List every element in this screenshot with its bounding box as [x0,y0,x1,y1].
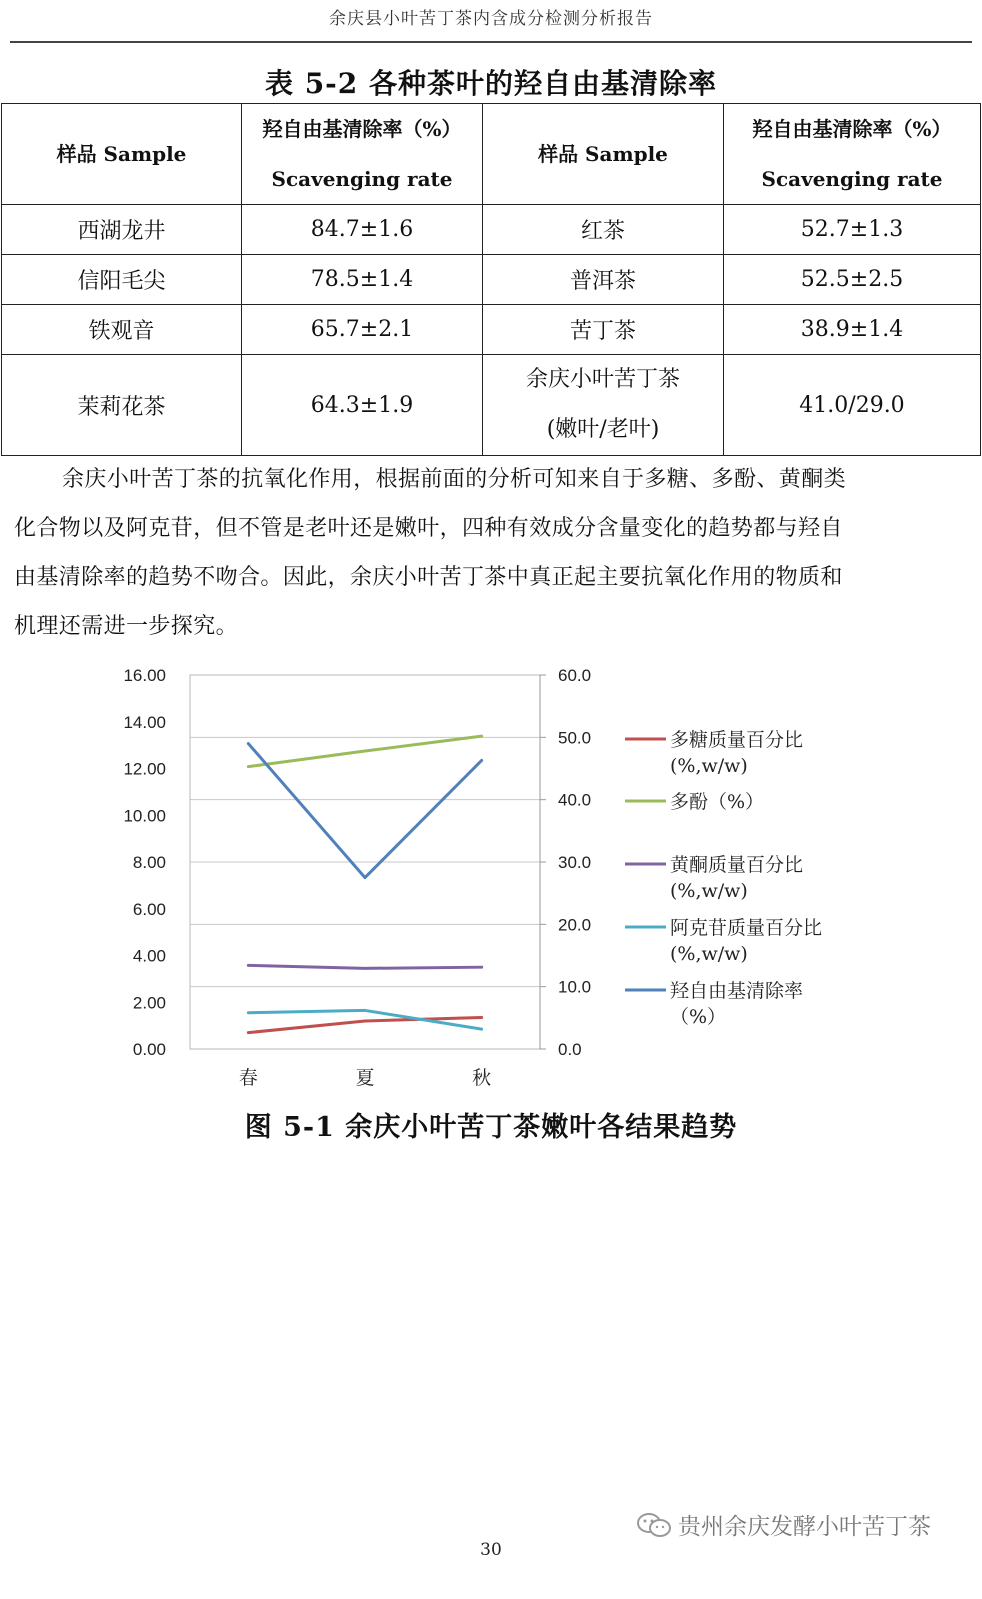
right-axis-tick-label: 40.0 [558,790,592,810]
rate-cell: 65.7±2.1 [242,305,483,355]
series-line [248,736,481,767]
right-axis-tick-label: 10.0 [558,977,592,997]
left-axis-tick-label: 4.00 [132,946,166,966]
left-axis-tick-label: 12.00 [123,759,166,779]
left-axis-tick-label: 8.00 [132,853,166,872]
header-rate-en-2: Scavenging rate [761,167,943,191]
legend-label: （%） [670,1006,727,1028]
sample-cell: 信阳毛尖 [2,255,242,305]
left-axis-tick-label: 10.00 [123,806,166,826]
trend-line-chart [100,662,880,1094]
header-rate-cn: 羟自由基清除率（%） [262,117,462,141]
legend-label: (%,w/w) [670,880,748,902]
paragraph-line: 余庆小叶苦丁茶的抗氧化作用，根据前面的分析可知来自于多糖、多酚、黄酮类 [62,467,847,492]
left-axis-tick-label: 2.00 [132,993,166,1013]
table-row [2,305,981,355]
series-line [248,744,481,878]
rate-cell: 84.7±1.6 [242,205,483,255]
right-axis-tick-label: 60.0 [558,666,592,685]
legend-label: 阿克苷质量百分比 [670,917,823,939]
rate-cell: 52.5±2.5 [724,255,981,305]
right-axis-tick-label: 20.0 [558,915,592,935]
body-paragraph [14,455,966,651]
header-rate-cn-2: 羟自由基清除率（%） [752,117,952,141]
legend-label: 黄酮质量百分比 [670,854,804,876]
scavenging-rate-table [1,103,981,456]
table-row [2,255,981,305]
page-header: 余庆县小叶苦丁茶内含成分检测分析报告 [329,9,653,29]
header-rate-en: Scavenging rate [271,167,453,191]
x-axis-category-label: 夏 [355,1067,375,1089]
right-axis-tick-label: 0.0 [558,1040,582,1059]
sample-cell [483,355,724,456]
legend-label: 羟自由基清除率 [670,980,804,1002]
left-axis-tick-label: 16.00 [123,666,166,685]
watermark-text: 贵州余庆发酵小叶苦丁茶 [678,1514,931,1540]
legend-label: (%,w/w) [670,755,748,777]
sample-note-line: (嫩叶/老叶) [546,417,660,442]
figure-caption: 图 5-1 余庆小叶苦丁茶嫩叶各结果趋势 [244,1112,738,1143]
rate-cell: 38.9±1.4 [724,305,981,355]
table-header-row [2,104,981,205]
rate-cell: 52.7±1.3 [724,205,981,255]
sample-cell: 茉莉花茶 [2,355,242,456]
paragraph-line: 由基清除率的趋势不吻合。因此，余庆小叶苦丁茶中真正起主要抗氧化作用的物质和 [14,565,843,590]
sample-cell: 普洱茶 [483,255,724,305]
right-axis-tick-label: 50.0 [558,728,592,748]
table-title: 表 5-2 各种茶叶的羟自由基清除率 [264,67,718,100]
legend-label: (%,w/w) [670,943,748,965]
right-axis-tick-label: 30.0 [558,853,592,872]
sample-cell: 红茶 [483,205,724,255]
left-axis-tick-label: 6.00 [132,899,166,919]
legend-label: 多酚（%） [670,791,765,813]
series-line [248,965,481,968]
sample-cell: 铁观音 [2,305,242,355]
series-line [248,1017,481,1032]
left-axis-tick-label: 0.00 [132,1040,166,1059]
page-number: 30 [480,1540,502,1560]
watermark [636,1508,931,1541]
header-sample-2: 样品 Sample [483,104,724,205]
header-sample: 样品 Sample [2,104,242,205]
header-rate [242,104,483,205]
rate-cell: 64.3±1.9 [242,355,483,456]
header-rule [10,41,972,43]
sample-name-line: 余庆小叶苦丁茶 [525,367,680,392]
x-axis-category-label: 秋 [472,1067,492,1089]
left-axis-tick-label: 14.00 [123,712,166,732]
legend-label: 多糖质量百分比 [670,729,804,751]
table-row [2,355,981,456]
rate-cell: 41.0/29.0 [724,355,981,456]
rate-cell: 78.5±1.4 [242,255,483,305]
wechat-icon [636,1511,672,1539]
sample-cell: 苦丁茶 [483,305,724,355]
paragraph-line: 化合物以及阿克苷，但不管是老叶还是嫩叶，四种有效成分含量变化的趋势都与羟自 [14,516,843,541]
x-axis-category-label: 春 [238,1067,258,1089]
header-rate-2 [724,104,981,205]
sample-cell: 西湖龙井 [2,205,242,255]
paragraph-line: 机理还需进一步探究。 [14,614,239,639]
table-row [2,205,981,255]
